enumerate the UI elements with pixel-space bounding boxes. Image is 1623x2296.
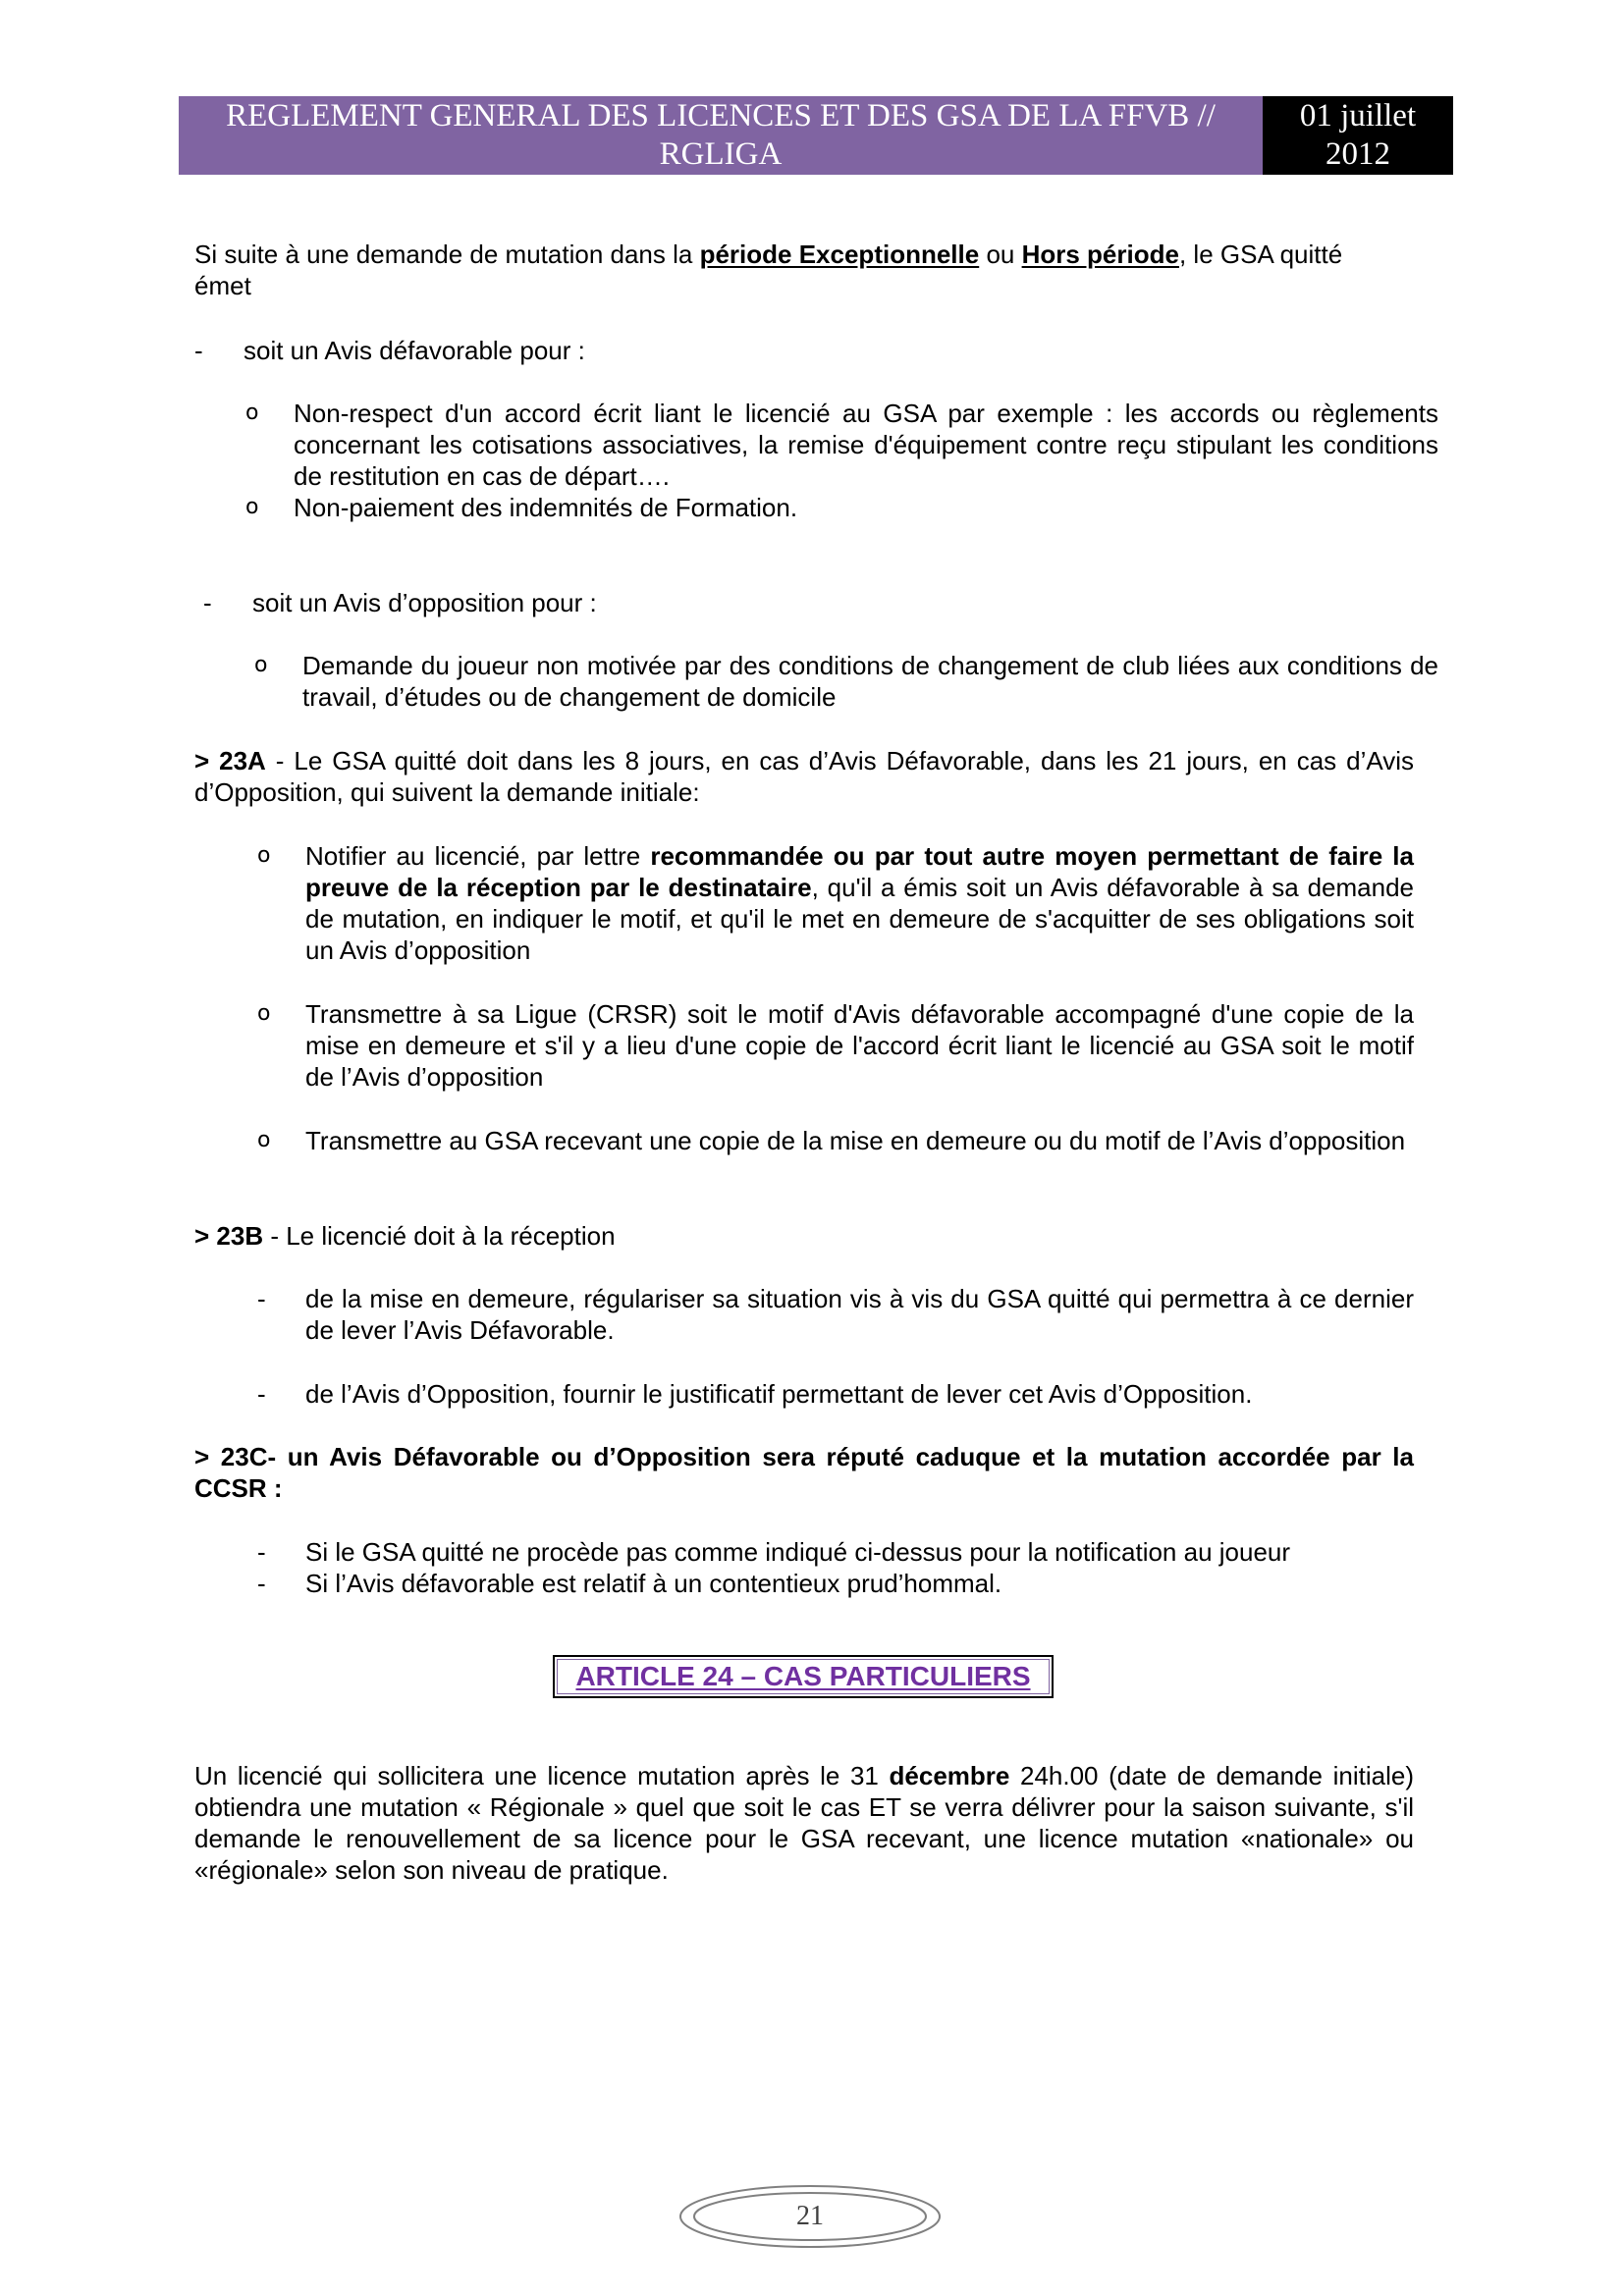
section-23a-item-1-pre: Notifier au licencié, par lettre	[305, 841, 651, 871]
section-23c-item-2: Si l’Avis défavorable est relatif à un contentieux prud’hommal.	[305, 1569, 1002, 1598]
section-23b-label: > 23B	[194, 1221, 264, 1251]
bullet-circle: o	[254, 653, 268, 677]
dash-bullet: -	[257, 1284, 266, 1313]
section-23b-text: - Le licencié doit à la réception	[263, 1221, 616, 1251]
section-23a-item-1	[305, 840, 1414, 966]
article-24-heading: ARTICLE 24 – CAS PARTICULIERS	[553, 1655, 1054, 1698]
bullet-circle: o	[245, 400, 259, 425]
bullet-circle: o	[257, 1001, 271, 1026]
section-23c-label: > 23C	[194, 1442, 268, 1471]
section-23a-item-3: Transmettre au GSA recevant une copie de la mise en demeure ou du motif de l’Avis d’opposition	[305, 1126, 1406, 1155]
bullet-circle: o	[257, 1128, 271, 1152]
dash-bullet: -	[257, 1537, 266, 1567]
page-footer	[677, 2183, 943, 2250]
intro-paragraph	[194, 239, 1358, 301]
document-title-line2: RGLIGA	[659, 136, 783, 172]
page-number: 21	[796, 2201, 824, 2231]
section-23b-item-1: de la mise en demeure, régulariser sa situation vis à vis du GSA quitté qui permettra à ce dernier de lever l’Avis Défavorable.	[305, 1284, 1414, 1345]
section-23c-text: - un Avis Défavorable ou d’Opposition sera réputé caduque et la mutation accordée par la CCSR :	[194, 1442, 1414, 1503]
intro-text-3: , le GSA quitté émet	[194, 240, 1343, 300]
intro-text-2: ou	[979, 240, 1022, 269]
article-24-bold-date: décembre	[889, 1761, 1010, 1790]
section-23a-intro	[194, 745, 1414, 808]
opposition-heading: soit un Avis d’opposition pour :	[252, 588, 597, 617]
section-23c-intro	[194, 1441, 1414, 1504]
section-23a-label: > 23A	[194, 746, 266, 775]
article-24-text-1: Un licencié qui sollicitera une licence mutation après le 31	[194, 1761, 890, 1790]
article-24-text-2: 24h.00 (date de demande initiale) obtiendra une mutation « Régionale » quel que soit le cas ET se verra délivrer pour la saison suivante, s'il demande le renouvellement de sa licence pour le GSA recevant, une licence mutation «nationale» ou «régionale» selon son niveau de pratique.	[194, 1761, 1414, 1885]
article-24-paragraph	[194, 1760, 1414, 1886]
section-23c-item-1: Si le GSA quitté ne procède pas comme indiqué ci-dessus pour la notification au joueur	[305, 1537, 1291, 1567]
section-23a-item-1-bold: recommandée ou par tout autre moyen permettant de faire la preuve de la réception par le destinataire	[305, 841, 1414, 902]
opposition-dash: -	[203, 588, 212, 617]
document-date-line2: 2012	[1325, 136, 1390, 172]
document-date	[1263, 96, 1453, 175]
hors-periode-term: Hors période	[1021, 240, 1179, 269]
periode-exceptionnelle-term: période Exceptionnelle	[699, 240, 980, 269]
section-23a-item-2: Transmettre à sa Ligue (CRSR) soit le motif d'Avis défavorable accompagné d'une copie de la mise en demeure et s'il y a lieu d'une copie de l'accord écrit liant le licencié au GSA soit le motif de l’Avis d’opposition	[305, 999, 1414, 1092]
section-23a-item-1-post: , qu'il a émis soit un Avis défavorable à sa demande de mutation, en indiquer le motif, et qu'il le met en demeure de s'acquitter de ses obligations soit un Avis d’opposition	[305, 873, 1415, 965]
intro-text-1: Si suite à une demande de mutation dans la	[194, 240, 700, 269]
bullet-circle: o	[257, 843, 271, 868]
defavorable-item-2: Non-paiement des indemnités de Formation.	[294, 493, 798, 522]
defavorable-heading: soit un Avis défavorable pour :	[243, 336, 585, 365]
opposition-item-1: Demande du joueur non motivée par des conditions de changement de club liées aux conditions de travail, d’études ou de changement de domicile	[302, 651, 1438, 712]
section-23b-intro	[194, 1220, 1414, 1252]
bullet-circle: o	[245, 495, 259, 519]
defavorable-dash: -	[194, 336, 203, 365]
section-23a-text: - Le GSA quitté doit dans les 8 jours, en cas d’Avis Défavorable, dans les 21 jours, en cas d’Avis d’Opposition, qui suivent la demande initiale:	[194, 746, 1414, 807]
dash-bullet: -	[257, 1379, 266, 1409]
dash-bullet: -	[257, 1569, 266, 1598]
document-date-line1: 01 juillet	[1299, 98, 1417, 133]
document-title	[179, 96, 1263, 175]
section-23b-item-2: de l’Avis d’Opposition, fournir le justificatif permettant de lever cet Avis d’Opposition.	[305, 1379, 1253, 1409]
page-header	[179, 96, 1453, 175]
document-title-line1: REGLEMENT GENERAL DES LICENCES ET DES GSA DE LA FFVB //	[226, 98, 1216, 133]
defavorable-item-1: Non-respect d'un accord écrit liant le licencié au GSA par exemple : les accords ou règlements concernant les cotisations associatives, la remise d'équipement contre reçu stipulant les conditions de restitution en cas de départ….	[294, 399, 1438, 491]
